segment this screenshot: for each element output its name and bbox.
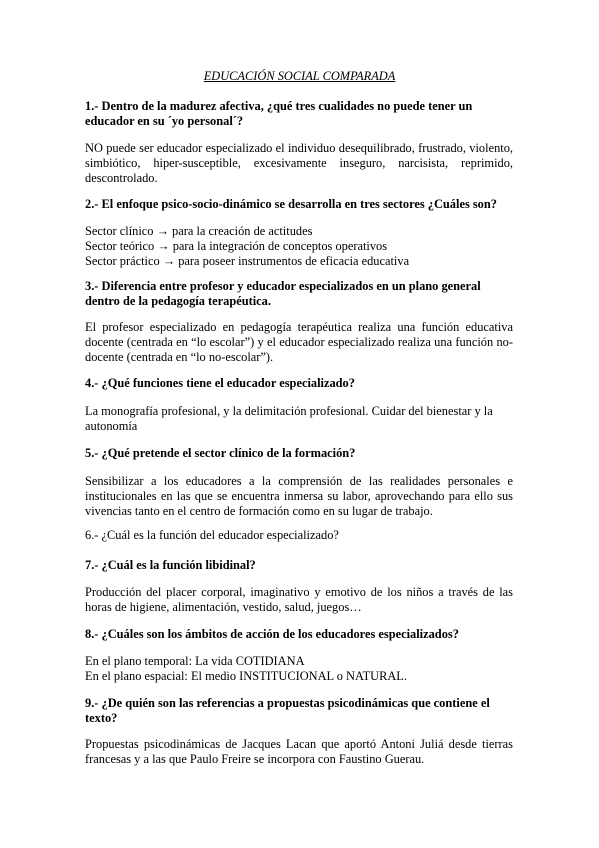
question-1: 1.- Dentro de la madurez afectiva, ¿qué tres cualidades no puede tener un educador en su ´yo personal´?	[85, 99, 473, 128]
answer-8-line-2: En el plano espacial: El medio INSTITUCIONAL o NATURAL.	[85, 669, 407, 683]
question-6: 6.- ¿Cuál es la función del educador especializado?	[85, 528, 339, 542]
question-9: 9.- ¿De quién son las referencias a propuestas psicodinámicas que contiene el texto?	[85, 696, 490, 725]
question-2: 2.- El enfoque psico-socio-dinámico se desarrolla en tres sectores ¿Cuáles son?	[85, 197, 497, 211]
answer-2-line-2: Sector teórico → para la integración de conceptos operativos	[85, 239, 388, 253]
answer-7: Producción del placer corporal, imaginativo y emotivo de los niños a través de las horas de higiene, alimentación, vestido, salud, juegos…	[85, 585, 513, 614]
answer-5: Sensibilizar a los educadores a la comprensión de las realidades personales e institucionales en las que se encuentra inmersa su labor, aprovechando para ello sus vivencias tanto en el centro de formación como en su lugar de trabajo.	[85, 474, 513, 518]
question-3: 3.- Diferencia entre profesor y educador especializados en un plano general dentro de la pedagogía terapéutica.	[85, 279, 481, 308]
answer-8	[85, 654, 513, 684]
question-4: 4.- ¿Qué funciones tiene el educador especializado?	[85, 376, 355, 390]
question-7: 7.- ¿Cuál es la función libidinal?	[85, 558, 256, 572]
answer-2	[85, 224, 513, 269]
answer-2-line-1: Sector clínico → para la creación de actitudes	[85, 224, 313, 238]
answer-4: La monografía profesional, y la delimitación profesional. Cuidar del bienestar y la autonomía	[85, 404, 493, 433]
question-8: 8.- ¿Cuáles son los ámbitos de acción de los educadores especializados?	[85, 627, 459, 641]
answer-3: El profesor especializado en pedagogía terapéutica realiza una función educativa docente (centrada en “lo escolar”) y el educador especializado realiza una función no-docente (centrada en “lo no-escolar”).	[85, 320, 513, 364]
answer-8-line-1: En el plano temporal: La vida COTIDIANA	[85, 654, 305, 668]
answer-9: Propuestas psicodinámicas de Jacques Lacan que aportó Antoni Juliá desde tierras francesas y a las que Paulo Freire se incorpora con Faustino Guerau.	[85, 737, 513, 766]
question-5: 5.- ¿Qué pretende el sector clínico de la formación?	[85, 446, 356, 460]
answer-2-line-3: Sector práctico → para poseer instrumentos de eficacia educativa	[85, 254, 410, 268]
document-title: EDUCACIÓN SOCIAL COMPARADA	[203, 69, 396, 83]
answer-1: NO puede ser educador especializado el individuo desequilibrado, frustrado, violento, simbiótico, hiper-susceptible, excesivamente inseguro, narcisista, reprimido, descontrolado.	[85, 141, 513, 185]
